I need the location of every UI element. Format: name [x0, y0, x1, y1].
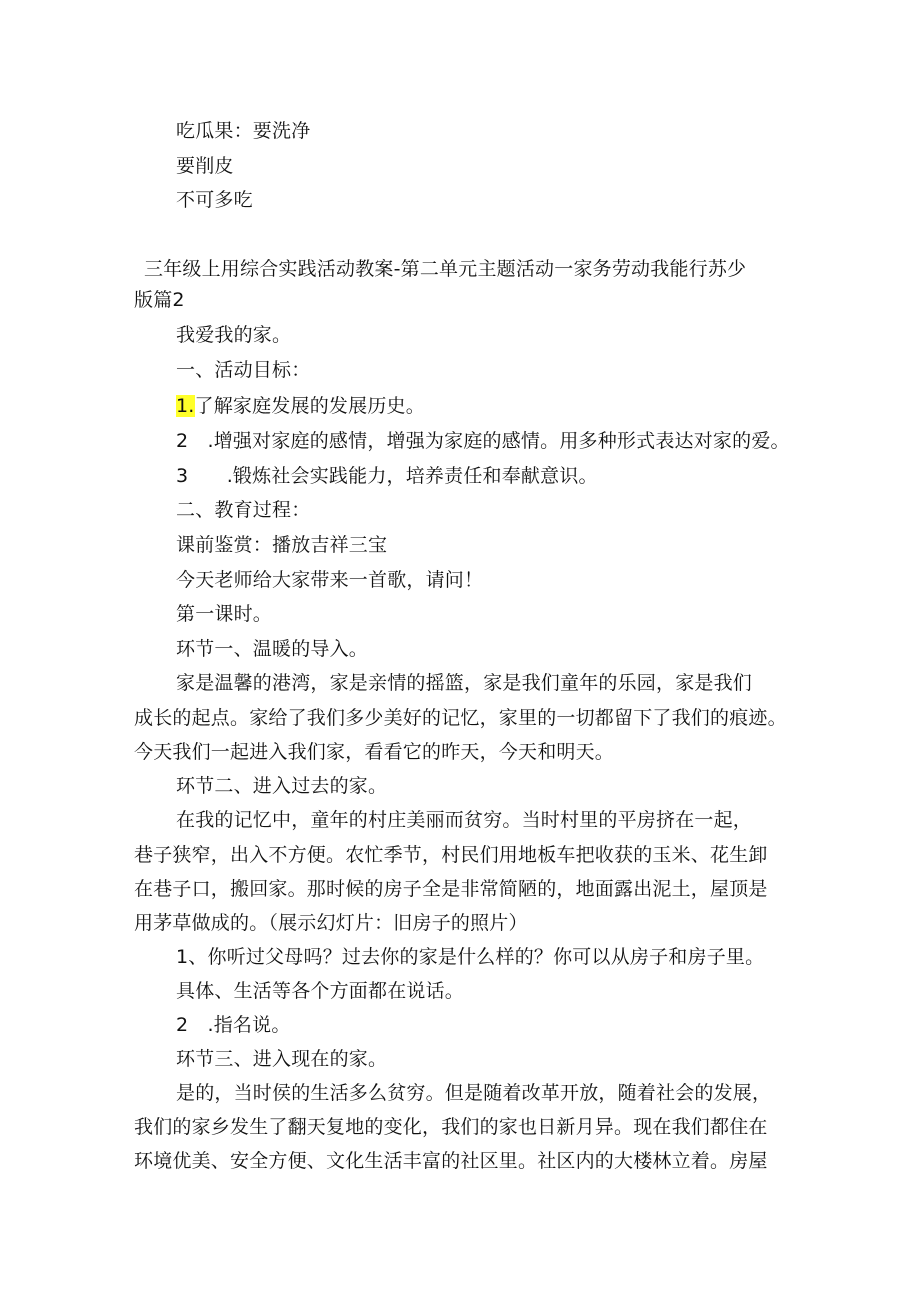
part-one-paragraph-line1: 家是温馨的港湾，家是亲情的摇篮，家是我们童年的乐园，家是我们	[176, 672, 753, 694]
part-one-paragraph-line3: 今天我们一起进入我们家，看看它的昨天，今天和明天。	[134, 741, 615, 763]
part-three-paragraph-line2: 我们的家乡发生了翻天复地的变化，我们的家也日新月异。现在我们都住在	[134, 1116, 768, 1138]
moderation-rule-line: 不可多吃	[176, 189, 253, 211]
objective-item-3: 3 .锻炼社会实践能力，培养责任和奉献意识。	[176, 465, 598, 487]
part-two-paragraph-line4: 用茅草做成的。（展示幻灯片：旧房子的照片）	[134, 912, 528, 934]
lesson-subject: 我爱我的家。	[176, 324, 292, 346]
highlighted-number: 1.	[176, 395, 195, 417]
objective-1-text: 了解家庭发展的发展历史。	[194, 395, 425, 417]
part-one-heading: 环节一、温暖的导入。	[176, 638, 369, 660]
part-one-paragraph-line2: 成长的起点。家给了我们多少美好的记忆，家里的一切都留下了我们的痕迹。	[134, 707, 787, 729]
part-two-question-2: 2 .指名说。	[176, 1014, 291, 1036]
section-objectives-heading: 一、活动目标：	[176, 359, 311, 381]
part-three-heading: 环节三、进入现在的家。	[176, 1048, 388, 1070]
part-three-paragraph-line3: 环境优美、安全方便、文化生活丰富的社区里。社区内的大楼林立着。房屋	[134, 1150, 768, 1172]
objective-item-2: 2 .增强对家庭的感情，增强为家庭的感情。用多种形式表达对家的爱。	[176, 430, 790, 452]
pre-class-activity: 课前鉴赏：播放吉祥三宝	[176, 534, 388, 556]
objective-item-1	[176, 393, 425, 419]
part-two-question-1-continued: 具体、生活等各个方面都在说话。	[176, 980, 465, 1002]
fruit-rule-line: 吃瓜果：要洗净	[176, 120, 311, 142]
part-two-paragraph-line2: 巷子狭窄，出入不方便。农忙季节，村民们用地板车把收获的玉米、花生卸	[134, 844, 768, 866]
section-process-heading: 二、教育过程：	[176, 499, 311, 521]
first-lesson-label: 第一课时。	[176, 603, 273, 625]
document-title-line1: 三年级上用综合实践活动教案-第二单元主题活动一家务劳动我能行苏少	[144, 258, 747, 280]
part-two-question-1: 1、你听过父母吗？过去你的家是什么样的？你可以从房子和房子里。	[176, 946, 765, 968]
part-two-paragraph-line1: 在我的记忆中，童年的村庄美丽而贫穷。当时村里的平房挤在一起，	[176, 809, 753, 831]
song-introduction: 今天老师给大家带来一首歌，请问！	[176, 569, 484, 591]
part-two-paragraph-line3: 在巷子口，搬回家。那时候的房子全是非常简陋的，地面露出泥土，屋顶是	[134, 878, 768, 900]
part-two-heading: 环节二、进入过去的家。	[176, 775, 388, 797]
peel-rule-line: 要削皮	[176, 155, 234, 177]
part-three-paragraph-line1: 是的，当时侯的生活多么贫穷。但是随着改革开放，随着社会的发展，	[176, 1082, 772, 1104]
document-title-line2: 版篇2	[134, 289, 185, 311]
